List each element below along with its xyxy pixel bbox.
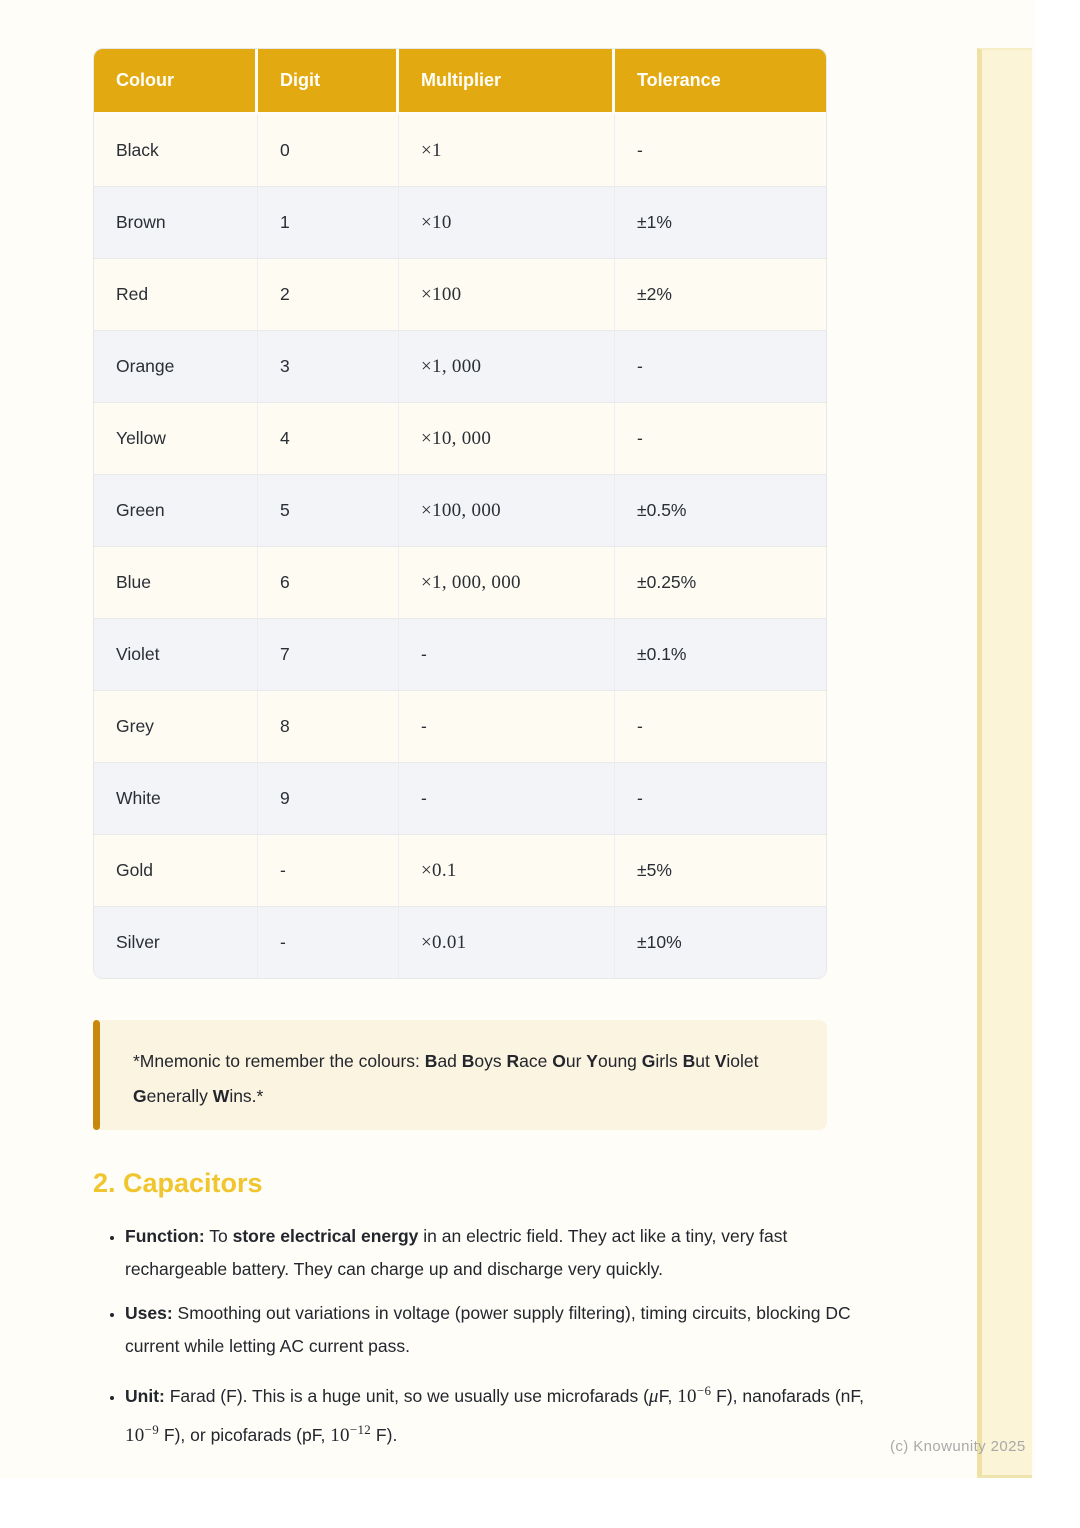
table-cell-multiplier: [399, 331, 615, 403]
text-segment: ins.*: [229, 1086, 264, 1106]
table-row: [94, 187, 826, 259]
mnemonic-text: [93, 1020, 827, 1114]
table-cell-colour: Yellow: [94, 403, 258, 475]
multiplier-value: ×100: [421, 283, 462, 305]
table-cell-digit: 4: [258, 403, 399, 475]
table-row: [94, 115, 826, 187]
table-cell-multiplier: [399, 115, 615, 187]
table-cell-digit: 7: [258, 619, 399, 691]
text-segment: −6: [696, 1383, 712, 1398]
table-cell-tolerance: ±0.1%: [615, 619, 826, 691]
table-cell-tolerance: ±5%: [615, 835, 826, 907]
table-cell-multiplier: [399, 403, 615, 475]
table-cell-digit: -: [258, 835, 399, 907]
list-item-uses: [125, 1297, 870, 1363]
multiplier-value: ×1: [421, 139, 442, 161]
table-cell-multiplier: [399, 475, 615, 547]
col-header-colour: Colour: [94, 49, 258, 115]
table-cell-tolerance: -: [615, 403, 826, 475]
col-header-multiplier: Multiplier: [399, 49, 615, 115]
text-segment: −12: [349, 1421, 372, 1437]
text-segment: ur: [565, 1051, 587, 1071]
text-segment: Uses:: [125, 1303, 173, 1323]
table-cell-colour: Gold: [94, 835, 258, 907]
table-header: [94, 49, 826, 115]
text-segment: 10: [125, 1424, 145, 1446]
callout-accent-bar: [93, 1020, 100, 1130]
colour-code-table: [94, 49, 826, 978]
col-header-tolerance: Tolerance: [615, 49, 826, 115]
table-cell-tolerance: -: [615, 691, 826, 763]
text-segment: ace: [519, 1051, 553, 1071]
table-row: [94, 475, 826, 547]
table-cell-digit: -: [258, 907, 399, 978]
next-page-edge: [977, 48, 1032, 1478]
text-segment: F), nanofarads (nF,: [711, 1385, 864, 1406]
list-item-function: [125, 1220, 870, 1286]
text-segment: ut: [695, 1051, 715, 1071]
table-row: [94, 331, 826, 403]
table-row: [94, 907, 826, 978]
resistor-colour-code-table: [93, 48, 827, 979]
table-cell-digit: 6: [258, 547, 399, 619]
table-cell-colour: Black: [94, 115, 258, 187]
text-segment: G: [133, 1086, 147, 1106]
multiplier-value: ×1, 000: [421, 355, 482, 377]
table-cell-colour: Red: [94, 259, 258, 331]
table-cell-digit: 0: [258, 115, 399, 187]
table-cell-multiplier: -: [399, 763, 615, 835]
table-cell-digit: 9: [258, 763, 399, 835]
text-segment: μ: [648, 1385, 659, 1407]
table-cell-multiplier: [399, 907, 615, 978]
multiplier-value: ×10, 000: [421, 427, 492, 449]
table-cell-multiplier: [399, 835, 615, 907]
mnemonic-callout: [93, 1020, 827, 1130]
text-segment: *Mnemonic to remember the colours:: [133, 1051, 425, 1071]
text-segment: in an electric field. They act like a tiny, very fast rechargeable battery. They can charge up and discharge very quickly.: [125, 1226, 788, 1279]
table-cell-colour: Orange: [94, 331, 258, 403]
table-cell-digit: 3: [258, 331, 399, 403]
table-row: [94, 547, 826, 619]
table-row: [94, 835, 826, 907]
table-body: [94, 115, 826, 978]
text-segment: B: [682, 1051, 696, 1071]
table-cell-colour: Silver: [94, 907, 258, 978]
table-cell-colour: White: [94, 763, 258, 835]
text-segment: O: [552, 1051, 566, 1071]
table-cell-digit: 5: [258, 475, 399, 547]
table-row: [94, 691, 826, 763]
multiplier-value: ×1, 000, 000: [421, 571, 521, 593]
table-cell-digit: 1: [258, 187, 399, 259]
text-segment: W: [212, 1086, 230, 1106]
text-segment: F,: [658, 1385, 678, 1406]
table-header-row: [94, 49, 826, 115]
text-segment: 10: [330, 1424, 350, 1446]
text-segment: Y: [586, 1051, 598, 1071]
text-segment: F), or picofarads (pF,: [159, 1424, 331, 1445]
table-cell-digit: 2: [258, 259, 399, 331]
table-cell-tolerance: ±1%: [615, 187, 826, 259]
table-row: [94, 763, 826, 835]
text-segment: Smoothing out variations in voltage (power supply filtering), timing circuits, blocking DC current while letting AC current pass.: [125, 1303, 851, 1356]
table-row: [94, 619, 826, 691]
multiplier-value: ×100, 000: [421, 499, 501, 521]
table-cell-multiplier: -: [399, 691, 615, 763]
text-segment: store electrical energy: [232, 1226, 419, 1246]
text-segment: B: [424, 1051, 438, 1071]
table-cell-tolerance: -: [615, 763, 826, 835]
text-segment: 10: [677, 1385, 697, 1407]
table-row: [94, 403, 826, 475]
table-cell-colour: Brown: [94, 187, 258, 259]
text-segment: oys: [474, 1051, 507, 1071]
table-cell-multiplier: [399, 187, 615, 259]
table-cell-multiplier: [399, 547, 615, 619]
table-row: [94, 259, 826, 331]
col-header-digit: Digit: [258, 49, 399, 115]
table-cell-digit: 8: [258, 691, 399, 763]
text-segment: F).: [371, 1424, 398, 1445]
table-cell-colour: Green: [94, 475, 258, 547]
text-segment: R: [506, 1051, 520, 1071]
table-cell-tolerance: -: [615, 115, 826, 187]
multiplier-value: ×0.1: [421, 859, 457, 881]
text-segment: irls: [655, 1051, 683, 1071]
section-heading-capacitors: 2. Capacitors: [93, 1168, 263, 1198]
text-segment: −9: [144, 1421, 160, 1437]
table-cell-colour: Violet: [94, 619, 258, 691]
text-segment: V: [714, 1051, 727, 1071]
table-cell-multiplier: -: [399, 619, 615, 691]
table-cell-tolerance: ±0.25%: [615, 547, 826, 619]
multiplier-value: ×0.01: [421, 931, 467, 953]
table-cell-tolerance: ±2%: [615, 259, 826, 331]
text-segment: Unit:: [125, 1385, 165, 1406]
table-cell-tolerance: ±10%: [615, 907, 826, 978]
table-cell-colour: Blue: [94, 547, 258, 619]
table-cell-tolerance: ±0.5%: [615, 475, 826, 547]
text-segment: iolet: [726, 1051, 759, 1071]
text-segment: oung: [597, 1051, 642, 1071]
multiplier-value: ×10: [421, 211, 452, 233]
text-segment: B: [461, 1051, 475, 1071]
table-cell-colour: Grey: [94, 691, 258, 763]
table-cell-tolerance: -: [615, 331, 826, 403]
text-segment: G: [641, 1051, 656, 1071]
text-segment: To: [204, 1226, 233, 1246]
text-segment: enerally: [146, 1086, 213, 1106]
text-segment: Function:: [125, 1226, 205, 1246]
copyright-watermark: (c) Knowunity 2025: [890, 1438, 1026, 1455]
capacitors-bullet-list: [97, 1220, 870, 1463]
list-item-unit: [125, 1374, 870, 1452]
text-segment: ad: [437, 1051, 462, 1071]
table-cell-multiplier: [399, 259, 615, 331]
text-segment: Farad (F). This is a huge unit, so we usually use microfarads (: [164, 1385, 649, 1406]
